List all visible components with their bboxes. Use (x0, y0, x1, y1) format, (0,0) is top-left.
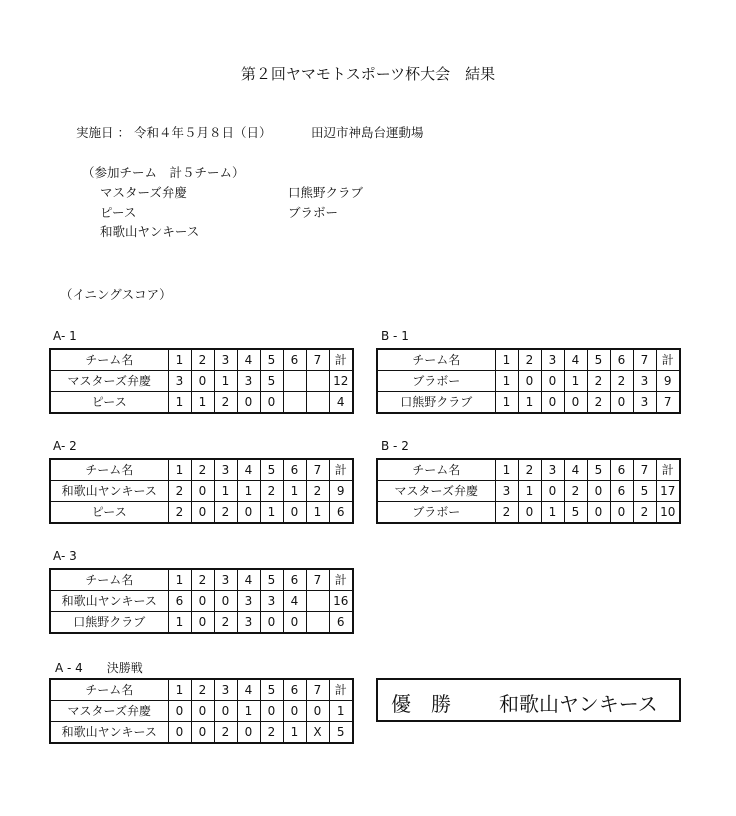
participant-team: 和歌山ヤンキース (100, 224, 200, 239)
inning-score-cell: 0 (214, 701, 237, 722)
inning-score-cell: 3 (633, 392, 656, 414)
inning-score-cell: 0 (518, 371, 541, 392)
header-inning: 4 (564, 459, 587, 481)
game-label: A - 4 決勝戦 (55, 661, 143, 675)
table-row (377, 481, 680, 502)
header-inning: 7 (306, 569, 329, 591)
game-label: B - 2 (381, 439, 409, 453)
inning-score-cell: 0 (260, 612, 283, 634)
inning-score-cell (306, 591, 329, 612)
inning-score-cell: 2 (633, 502, 656, 524)
table-row (50, 481, 353, 502)
inning-score-cell: 0 (191, 591, 214, 612)
inning-score-cell: 3 (260, 591, 283, 612)
inning-score-heading: （イニングスコア） (60, 287, 172, 302)
inning-score-cell: 0 (306, 701, 329, 722)
header-inning: 6 (610, 349, 633, 371)
inning-score-cell (283, 371, 306, 392)
inning-score-cell: 5 (260, 371, 283, 392)
team-name-cell: 和歌山ヤンキース (50, 722, 168, 744)
inning-score-cell: 1 (260, 502, 283, 524)
inning-score-cell: 0 (191, 722, 214, 744)
header-inning: 5 (260, 459, 283, 481)
header-inning: 1 (168, 679, 191, 701)
inning-score-cell: 0 (587, 481, 610, 502)
inning-score-cell: 2 (214, 392, 237, 414)
inning-score-cell: 2 (260, 481, 283, 502)
inning-score-cell: 1 (214, 481, 237, 502)
team-name-cell: 口熊野クラブ (50, 612, 168, 634)
header-inning: 7 (633, 349, 656, 371)
header-inning: 4 (564, 349, 587, 371)
game-label: A- 1 (53, 329, 77, 343)
game-label: A- 3 (53, 549, 77, 563)
inning-score-cell: 0 (237, 502, 260, 524)
header-inning: 5 (260, 569, 283, 591)
header-total: 計 (656, 349, 680, 371)
header-inning: 1 (168, 569, 191, 591)
table-row (50, 701, 353, 722)
total-cell: 9 (329, 481, 353, 502)
header-row (50, 459, 353, 481)
champion-label: 優 勝 (391, 692, 451, 716)
header-inning: 2 (191, 459, 214, 481)
header-team-name: チーム名 (50, 679, 168, 701)
inning-score-cell: 0 (283, 701, 306, 722)
inning-score-cell (283, 392, 306, 414)
team-name-cell: マスターズ弁慶 (50, 701, 168, 722)
inning-score-cell: 0 (518, 502, 541, 524)
header-inning: 5 (587, 459, 610, 481)
header-inning: 2 (518, 349, 541, 371)
inning-score-cell: 4 (283, 591, 306, 612)
header-inning: 5 (260, 679, 283, 701)
table-row (50, 392, 353, 414)
inning-score-cell: 0 (541, 481, 564, 502)
inning-score-cell: 0 (191, 612, 214, 634)
inning-score-cell: 0 (191, 371, 214, 392)
header-inning: 7 (306, 459, 329, 481)
header-team-name: チーム名 (50, 569, 168, 591)
inning-score-cell (306, 371, 329, 392)
header-team-name: チーム名 (377, 349, 495, 371)
header-inning: 5 (260, 349, 283, 371)
inning-score-cell: 0 (260, 701, 283, 722)
champion-box (376, 678, 681, 722)
game-label: A- 2 (53, 439, 77, 453)
inning-score-cell: 2 (306, 481, 329, 502)
team-name-cell: 和歌山ヤンキース (50, 591, 168, 612)
champion-team: 和歌山ヤンキース (499, 692, 658, 716)
inning-score-cell: 1 (168, 392, 191, 414)
inning-score-cell: 1 (306, 502, 329, 524)
inning-score-cell: 2 (168, 502, 191, 524)
header-row (50, 349, 353, 371)
inning-score-cell: 2 (214, 722, 237, 744)
total-cell: 6 (329, 502, 353, 524)
inning-score-cell: 1 (237, 701, 260, 722)
score-table (49, 568, 354, 634)
inning-score-cell: 0 (214, 591, 237, 612)
inning-score-cell: 2 (564, 481, 587, 502)
inning-score-cell: 1 (237, 481, 260, 502)
header-inning: 1 (495, 349, 518, 371)
table-row (50, 371, 353, 392)
inning-score-cell: 2 (587, 371, 610, 392)
header-total: 計 (329, 459, 353, 481)
header-row (50, 569, 353, 591)
inning-score-cell: 0 (191, 701, 214, 722)
team-name-cell: マスターズ弁慶 (50, 371, 168, 392)
header-team-name: チーム名 (377, 459, 495, 481)
header-inning: 1 (168, 349, 191, 371)
score-table (376, 348, 681, 414)
table-row (377, 392, 680, 414)
inning-score-cell: X (306, 722, 329, 744)
table-row (377, 371, 680, 392)
inning-score-cell: 1 (168, 612, 191, 634)
inning-score-cell: 0 (610, 502, 633, 524)
header-inning: 7 (633, 459, 656, 481)
inning-score-cell: 0 (168, 701, 191, 722)
header-inning: 4 (237, 679, 260, 701)
inning-score-cell: 0 (191, 502, 214, 524)
inning-score-cell: 3 (168, 371, 191, 392)
score-table (49, 678, 354, 744)
total-cell: 4 (329, 392, 353, 414)
header-inning: 3 (214, 349, 237, 371)
team-name-cell: ブラボー (377, 502, 495, 524)
inning-score-cell: 3 (633, 371, 656, 392)
inning-score-cell: 2 (495, 502, 518, 524)
inning-score-cell: 0 (587, 502, 610, 524)
inning-score-cell: 0 (564, 392, 587, 414)
inning-score-cell: 0 (610, 392, 633, 414)
header-inning: 3 (541, 459, 564, 481)
header-inning: 6 (283, 679, 306, 701)
header-inning: 1 (168, 459, 191, 481)
inning-score-cell: 5 (633, 481, 656, 502)
inning-score-cell: 5 (564, 502, 587, 524)
header-team-name: チーム名 (50, 349, 168, 371)
inning-score-cell: 6 (610, 481, 633, 502)
inning-score-cell: 0 (283, 612, 306, 634)
team-name-cell: ピース (50, 392, 168, 414)
inning-score-cell: 1 (283, 481, 306, 502)
game-label: B - 1 (381, 329, 409, 343)
inning-score-cell: 0 (168, 722, 191, 744)
team-name-cell: 口熊野クラブ (377, 392, 495, 414)
header-inning: 3 (214, 459, 237, 481)
inning-score-cell: 0 (541, 371, 564, 392)
header-inning: 6 (283, 569, 306, 591)
header-total: 計 (329, 569, 353, 591)
header-inning: 6 (283, 349, 306, 371)
header-inning: 3 (214, 679, 237, 701)
header-inning: 3 (541, 349, 564, 371)
page-title: 第２回ヤマモトスポーツ杯大会 結果 (240, 65, 496, 83)
inning-score-cell: 2 (260, 722, 283, 744)
team-name-cell: マスターズ弁慶 (377, 481, 495, 502)
header-inning: 7 (306, 679, 329, 701)
header-inning: 6 (283, 459, 306, 481)
participant-team: マスターズ弁慶 (100, 185, 187, 200)
total-cell: 7 (656, 392, 680, 414)
total-cell: 10 (656, 502, 680, 524)
header-row (377, 459, 680, 481)
inning-score-cell: 1 (283, 722, 306, 744)
header-inning: 5 (587, 349, 610, 371)
inning-score-cell: 6 (168, 591, 191, 612)
header-inning: 4 (237, 569, 260, 591)
header-inning: 2 (518, 459, 541, 481)
total-cell: 17 (656, 481, 680, 502)
header-total: 計 (329, 349, 353, 371)
inning-score-cell: 0 (260, 392, 283, 414)
team-name-cell: ブラボー (377, 371, 495, 392)
header-inning: 3 (214, 569, 237, 591)
total-cell: 6 (329, 612, 353, 634)
table-row (50, 591, 353, 612)
inning-score-cell: 1 (495, 371, 518, 392)
header-inning: 2 (191, 349, 214, 371)
inning-score-cell: 0 (283, 502, 306, 524)
inning-score-cell: 1 (214, 371, 237, 392)
header-inning: 6 (610, 459, 633, 481)
header-inning: 4 (237, 349, 260, 371)
team-name-cell: 和歌山ヤンキース (50, 481, 168, 502)
header-inning: 1 (495, 459, 518, 481)
header-inning: 4 (237, 459, 260, 481)
inning-score-cell: 1 (495, 392, 518, 414)
inning-score-cell: 3 (237, 371, 260, 392)
team-name-cell: ピース (50, 502, 168, 524)
total-cell: 16 (329, 591, 353, 612)
header-total: 計 (656, 459, 680, 481)
inning-score-cell: 0 (237, 722, 260, 744)
event-date: 実施日 ： 令和４年５月８日（日） (76, 125, 272, 140)
score-table (49, 348, 354, 414)
inning-score-cell: 2 (214, 612, 237, 634)
score-table (49, 458, 354, 524)
inning-score-cell: 1 (518, 481, 541, 502)
inning-score-cell: 2 (168, 481, 191, 502)
participant-team: 口熊野クラブ (288, 185, 364, 200)
table-row (50, 612, 353, 634)
header-inning: 2 (191, 679, 214, 701)
inning-score-cell: 3 (237, 612, 260, 634)
inning-score-cell: 2 (610, 371, 633, 392)
header-row (50, 679, 353, 701)
total-cell: 5 (329, 722, 353, 744)
header-total: 計 (329, 679, 353, 701)
table-row (377, 502, 680, 524)
total-cell: 12 (329, 371, 353, 392)
participant-team: ブラボー (288, 205, 339, 220)
inning-score-cell: 3 (495, 481, 518, 502)
inning-score-cell: 0 (237, 392, 260, 414)
header-inning: 2 (191, 569, 214, 591)
total-cell: 9 (656, 371, 680, 392)
participants-heading: （参加チーム 計５チーム） (82, 165, 245, 180)
inning-score-cell: 1 (564, 371, 587, 392)
header-inning: 7 (306, 349, 329, 371)
event-venue: 田辺市神島台運動場 (311, 125, 424, 140)
inning-score-cell: 1 (191, 392, 214, 414)
inning-score-cell: 3 (237, 591, 260, 612)
inning-score-cell: 0 (541, 392, 564, 414)
score-table (376, 458, 681, 524)
header-team-name: チーム名 (50, 459, 168, 481)
header-row (377, 349, 680, 371)
inning-score-cell (306, 612, 329, 634)
participant-team: ピース (100, 205, 137, 220)
table-row (50, 502, 353, 524)
inning-score-cell: 0 (191, 481, 214, 502)
inning-score-cell: 1 (518, 392, 541, 414)
total-cell: 1 (329, 701, 353, 722)
inning-score-cell: 1 (541, 502, 564, 524)
inning-score-cell: 2 (587, 392, 610, 414)
inning-score-cell: 2 (214, 502, 237, 524)
inning-score-cell (306, 392, 329, 414)
table-row (50, 722, 353, 744)
